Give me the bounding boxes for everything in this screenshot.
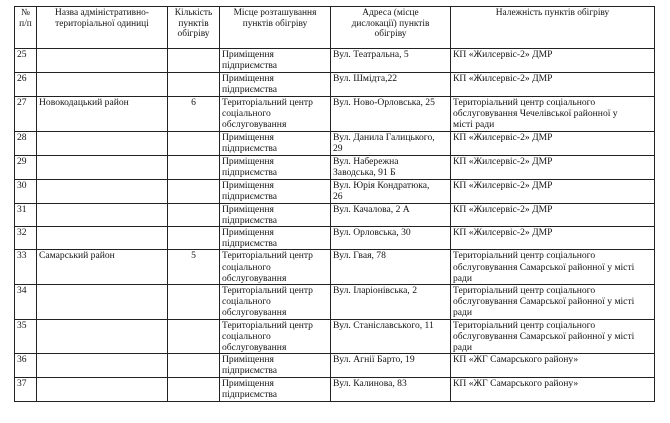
cell-place: Територіальний центр соціального обслуговування bbox=[220, 250, 331, 285]
table-header-row bbox=[15, 7, 655, 49]
cell-num: 27 bbox=[15, 97, 37, 132]
cell-num: 28 bbox=[15, 131, 37, 155]
cell-owner: Територіальний центр соціального обслуговування Самарської районної у місті ради bbox=[451, 319, 655, 354]
heating-points-table bbox=[14, 6, 655, 402]
cell-unit bbox=[37, 319, 168, 354]
cell-num: 35 bbox=[15, 319, 37, 354]
table-row bbox=[15, 49, 655, 73]
table-row bbox=[15, 131, 655, 155]
cell-unit bbox=[37, 285, 168, 320]
cell-place: Приміщення підприємства bbox=[220, 203, 331, 226]
cell-unit bbox=[37, 73, 168, 97]
cell-address: Вул. Орловська, 30 bbox=[331, 227, 451, 250]
header-num: № п/п bbox=[15, 7, 37, 49]
document-page bbox=[14, 6, 654, 402]
cell-num: 34 bbox=[15, 285, 37, 320]
cell-address: Вул. Данила Галицького, 29 bbox=[331, 131, 451, 155]
table-row bbox=[15, 354, 655, 378]
table-row bbox=[15, 203, 655, 226]
cell-address: Вул. Гвая, 78 bbox=[331, 250, 451, 285]
cell-num: 26 bbox=[15, 73, 37, 97]
cell-count bbox=[168, 155, 220, 179]
cell-count bbox=[168, 203, 220, 226]
cell-owner: КП «ЖГ Самарського району» bbox=[451, 354, 655, 378]
cell-owner: Територіальний центр соціального обслуговування Чечелівської районної у місті ради bbox=[451, 97, 655, 132]
table-row bbox=[15, 227, 655, 250]
header-address: Адреса (місце дислокації) пунктів обігріву bbox=[331, 7, 451, 49]
cell-unit bbox=[37, 203, 168, 226]
cell-place: Територіальний центр соціального обслуговування bbox=[220, 97, 331, 132]
cell-unit bbox=[37, 354, 168, 378]
cell-num: 25 bbox=[15, 49, 37, 73]
cell-owner: КП «ЖГ Самарського району» bbox=[451, 378, 655, 402]
cell-owner: КП «Жилсервіс-2» ДМР bbox=[451, 155, 655, 179]
cell-count: 6 bbox=[168, 97, 220, 132]
cell-num: 37 bbox=[15, 378, 37, 402]
table-row bbox=[15, 250, 655, 285]
cell-num: 29 bbox=[15, 155, 37, 179]
cell-num: 32 bbox=[15, 227, 37, 250]
table-row bbox=[15, 285, 655, 320]
cell-owner: КП «Жилсервіс-2» ДМР bbox=[451, 179, 655, 203]
cell-count: 5 bbox=[168, 250, 220, 285]
cell-address: Вул. Юрія Кондратюка, 26 bbox=[331, 179, 451, 203]
cell-count bbox=[168, 354, 220, 378]
cell-address: Вул. Ново-Орловська, 25 bbox=[331, 97, 451, 132]
cell-owner: КП «Жилсервіс-2» ДМР bbox=[451, 131, 655, 155]
cell-count bbox=[168, 285, 220, 320]
cell-count bbox=[168, 73, 220, 97]
header-place: Місце розташування пунктів обігріву bbox=[220, 7, 331, 49]
cell-num: 36 bbox=[15, 354, 37, 378]
cell-owner: КП «Жилсервіс-2» ДМР bbox=[451, 203, 655, 226]
cell-address: Вул. Агнії Барто, 19 bbox=[331, 354, 451, 378]
table-row bbox=[15, 179, 655, 203]
cell-place: Приміщення підприємства bbox=[220, 179, 331, 203]
cell-unit: Новокодацький район bbox=[37, 97, 168, 132]
table-row bbox=[15, 155, 655, 179]
cell-unit: Самарський район bbox=[37, 250, 168, 285]
cell-num: 30 bbox=[15, 179, 37, 203]
cell-place: Приміщення підприємства bbox=[220, 354, 331, 378]
cell-address: Вул. Качалова, 2 А bbox=[331, 203, 451, 226]
header-unit: Назва адміністративно- територіальної одиниці bbox=[37, 7, 168, 49]
cell-address: Вул. Набережна Заводська, 91 Б bbox=[331, 155, 451, 179]
table-row bbox=[15, 319, 655, 354]
cell-unit bbox=[37, 131, 168, 155]
cell-count bbox=[168, 378, 220, 402]
cell-num: 33 bbox=[15, 250, 37, 285]
cell-owner: Територіальний центр соціального обслуговування Самарської районної у місті ради bbox=[451, 285, 655, 320]
cell-count bbox=[168, 179, 220, 203]
cell-owner: КП «Жилсервіс-2» ДМР bbox=[451, 49, 655, 73]
cell-place: Територіальний центр соціального обслуговування bbox=[220, 285, 331, 320]
cell-place: Приміщення підприємства bbox=[220, 49, 331, 73]
cell-unit bbox=[37, 179, 168, 203]
cell-unit bbox=[37, 49, 168, 73]
cell-place: Приміщення підприємства bbox=[220, 227, 331, 250]
table-row bbox=[15, 378, 655, 402]
table-row bbox=[15, 73, 655, 97]
cell-count bbox=[168, 49, 220, 73]
cell-owner: КП «Жилсервіс-2» ДМР bbox=[451, 227, 655, 250]
cell-count bbox=[168, 319, 220, 354]
cell-place: Приміщення підприємства bbox=[220, 131, 331, 155]
cell-unit bbox=[37, 155, 168, 179]
cell-address: Вул. Калинова, 83 bbox=[331, 378, 451, 402]
cell-address: Вул. Театральна, 5 bbox=[331, 49, 451, 73]
cell-address: Вул. Шмідта,22 bbox=[331, 73, 451, 97]
cell-unit bbox=[37, 378, 168, 402]
cell-count bbox=[168, 227, 220, 250]
cell-place: Територіальний центр соціального обслуговування bbox=[220, 319, 331, 354]
cell-owner: КП «Жилсервіс-2» ДМР bbox=[451, 73, 655, 97]
table-row bbox=[15, 97, 655, 132]
cell-place: Приміщення підприємства bbox=[220, 378, 331, 402]
cell-num: 31 bbox=[15, 203, 37, 226]
cell-owner: Територіальний центр соціального обслуговування Самарської районної у місті ради bbox=[451, 250, 655, 285]
cell-unit bbox=[37, 227, 168, 250]
header-owner: Належність пунктів обігріву bbox=[451, 7, 655, 49]
cell-place: Приміщення підприємства bbox=[220, 73, 331, 97]
cell-place: Приміщення підприємства bbox=[220, 155, 331, 179]
header-count: Кількість пунктів обігріву bbox=[168, 7, 220, 49]
cell-address: Вул. Станіславського, 11 bbox=[331, 319, 451, 354]
cell-count bbox=[168, 131, 220, 155]
cell-address: Вул. Іларіонівська, 2 bbox=[331, 285, 451, 320]
